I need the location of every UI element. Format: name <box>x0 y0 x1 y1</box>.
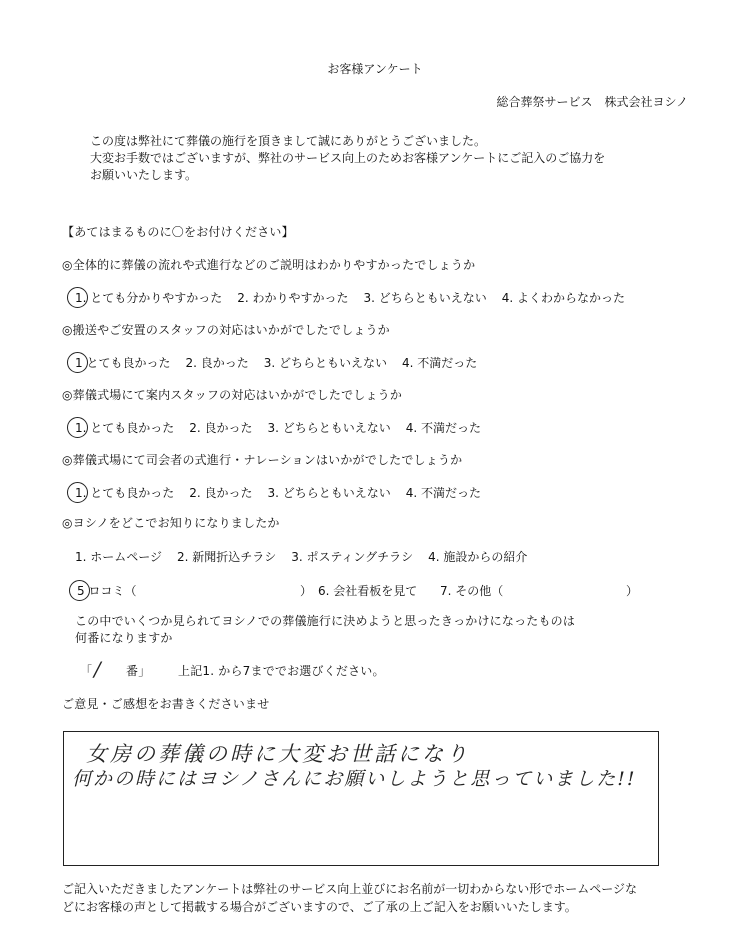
q5-option-4[interactable]: 4. 施設からの紹介 <box>428 550 528 564</box>
question-3: ◎葬儀式場にて案内スタッフの対応はいかがでしたでしょうか <box>62 388 403 402</box>
footer-note <box>62 880 637 916</box>
q4-option-4[interactable]: 4. 不満だった <box>405 486 482 500</box>
q2-option-1[interactable]: 1 とても良かった <box>75 356 171 370</box>
intro-line-1: この度は弊社にて葬儀の施行を頂きまして誠にありがとうございました。 <box>90 134 487 148</box>
q5-option-5[interactable]: 5 ロコミ（ <box>77 584 137 598</box>
answer-value-handwritten: / <box>94 657 101 681</box>
question-1-options <box>75 289 640 306</box>
q1-option-4[interactable]: 4. よくわからなかった <box>501 291 626 305</box>
question-1: ◎全体的に葬儀の流れや式進行などのご説明はわかりやすかったでしょうか <box>62 258 476 272</box>
q5-option-1[interactable]: 1. ホームページ <box>75 550 163 564</box>
q1-option-2[interactable]: 2. わかりやすかった <box>237 291 349 305</box>
q3-option-2[interactable]: 2. 良かった <box>189 421 253 435</box>
footer-line-2: どにお客様の声として掲載する場合がございますので、ご了承の上ご記入をお願いいたします。 <box>62 900 577 914</box>
question-4-options <box>75 484 496 501</box>
q3-option-3[interactable]: 3. どちらともいえない <box>267 421 391 435</box>
question-2: ◎搬送やご安置のスタッフの対応はいかがでしたでしょうか <box>62 323 390 337</box>
followup-line-1: この中でいくつか見られてヨシノでの葬儀施行に決めようと思ったきっかけになったものは <box>75 614 576 628</box>
q4-option-3[interactable]: 3. どちらともいえない <box>267 486 391 500</box>
comment-line-1: 女房の葬儀の時に大変お世話になり <box>86 742 470 766</box>
question-5: ◎ヨシノをどこでお知りになりましたか <box>62 516 280 530</box>
q1-option-1[interactable]: 1. とても分かりやすかった <box>75 291 223 305</box>
q2-option-2[interactable]: 2. 良かった <box>185 356 249 370</box>
question-3-options <box>75 419 496 436</box>
intro-line-3: お願いいたします。 <box>90 168 198 182</box>
intro-line-2: 大変お手数ではございますが、弊社のサービス向上のためお客様アンケートにご記入のご協力を <box>90 151 606 165</box>
q2-option-4[interactable]: 4. 不満だった <box>401 356 478 370</box>
q2-option-3[interactable]: 3. どちらともいえない <box>263 356 387 370</box>
answer-open: 「 <box>80 664 93 678</box>
instruction: 【あてはまるものに〇をお付けください】 <box>62 225 294 239</box>
q4-option-1[interactable]: 1. とても良かった <box>75 486 175 500</box>
q4-option-2[interactable]: 2. 良かった <box>189 486 253 500</box>
q5-option-6[interactable]: 6. 会社看板を見て <box>318 584 418 598</box>
company-name: 総合葬祭サービス 株式会社ヨシノ <box>496 95 688 109</box>
followup-line-2: 何番になりますか <box>75 631 173 645</box>
footer-line-1: ご記入いただきましたアンケートは弊社のサービス向上並びにお名前が一切わからない形でホームページな <box>62 882 638 896</box>
comments-box[interactable] <box>63 731 659 866</box>
intro-text <box>90 133 605 184</box>
question-5-options <box>75 548 542 565</box>
q5-option-2[interactable]: 2. 新聞折込チラシ <box>177 550 277 564</box>
answer-close: 番」 <box>126 664 151 678</box>
page-title: お客様アンケート <box>327 62 423 76</box>
q5-option-3[interactable]: 3. ポスティングチラシ <box>291 550 414 564</box>
q5-option-7[interactable]: 7. その他（ <box>440 584 504 598</box>
q1-option-3[interactable]: 3. どちらともいえない <box>363 291 487 305</box>
q5-option-7-close: ） <box>626 584 639 598</box>
q5-option-5-close: ） <box>300 584 313 598</box>
q3-option-1[interactable]: 1. とても良かった <box>75 421 175 435</box>
answer-note: 上記1. から7まででお選びください。 <box>178 664 385 678</box>
comment-line-2: 何かの時にはヨシノさんにお願いしようと思っていました!! <box>72 768 637 790</box>
q3-option-4[interactable]: 4. 不満だった <box>405 421 482 435</box>
question-4: ◎葬儀式場にて司会者の式進行・ナレーションはいかがでしたでしょうか <box>62 453 463 467</box>
question-2-options <box>75 354 492 371</box>
comments-label: ご意見・ご感想をお書きくださいませ <box>62 697 270 711</box>
